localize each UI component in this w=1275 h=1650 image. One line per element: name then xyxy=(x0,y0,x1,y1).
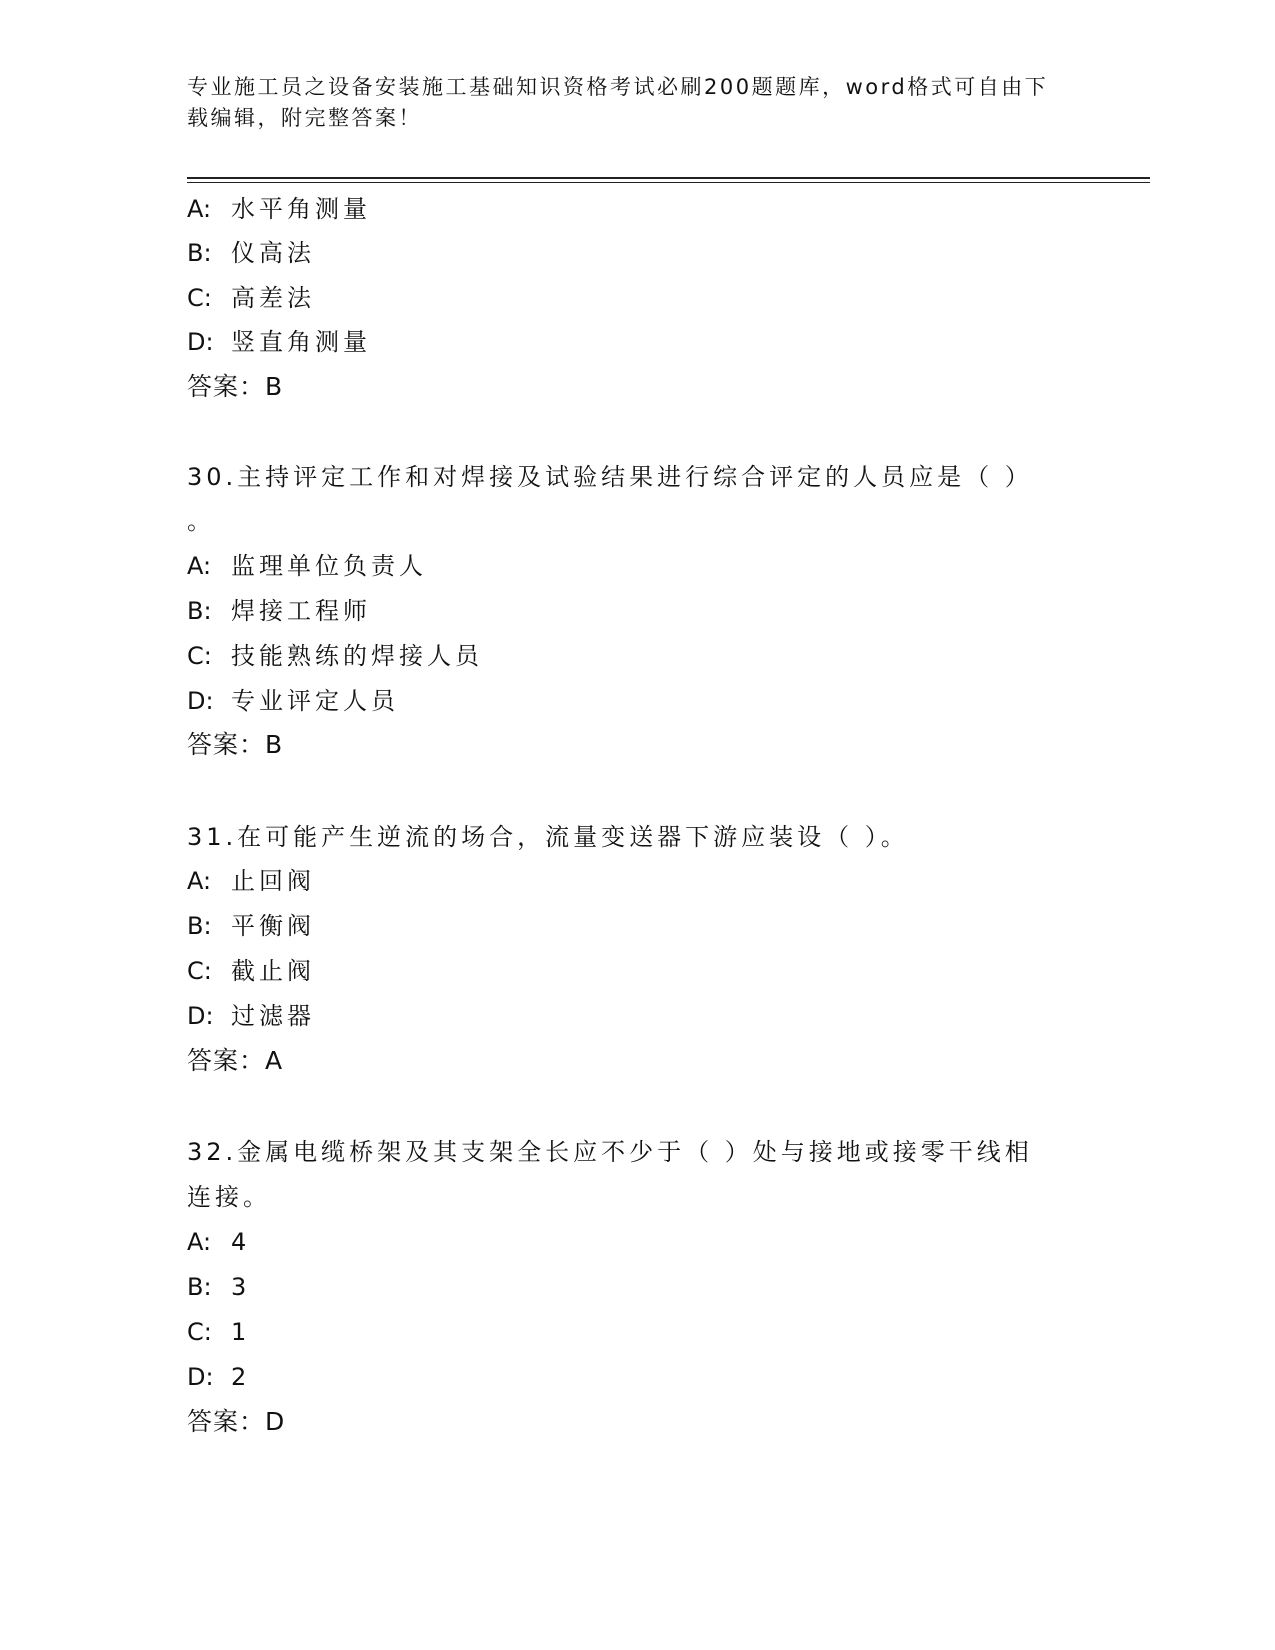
q30-option-d xyxy=(187,686,399,716)
q31-option-c xyxy=(187,956,315,986)
option-text: 截止阀 xyxy=(231,957,315,985)
option-text: 高差法 xyxy=(231,284,315,312)
q32-answer: 答案：D xyxy=(187,1407,286,1436)
q32-question: 32.金属电缆桥架及其支架全长应不少于（ ）处与接地或接零干线相 xyxy=(187,1138,1033,1166)
q29-option-b xyxy=(187,238,315,268)
q31-answer: 答案：A xyxy=(187,1046,284,1075)
q31-option-a xyxy=(187,866,315,896)
q29-answer: 答案：B xyxy=(187,372,284,401)
option-label: C: xyxy=(187,957,212,985)
option-text: 监理单位负责人 xyxy=(231,552,427,580)
option-text: 竖直角测量 xyxy=(231,328,371,356)
option-label: A: xyxy=(187,867,212,895)
option-label: D: xyxy=(187,1363,214,1391)
option-text: 止回阀 xyxy=(231,867,315,895)
header-divider-thin xyxy=(187,182,1150,183)
option-text: 水平角测量 xyxy=(231,195,371,223)
q31-option-b xyxy=(187,911,315,941)
q32-option-c xyxy=(187,1317,250,1347)
option-text: 1 xyxy=(231,1318,251,1346)
q30-option-b xyxy=(187,596,371,626)
option-text: 2 xyxy=(231,1363,251,1391)
option-text: 专业评定人员 xyxy=(231,687,399,715)
q29-option-a xyxy=(187,194,371,224)
q32-option-a xyxy=(187,1227,250,1257)
q29-option-d xyxy=(187,327,371,357)
option-text: 焊接工程师 xyxy=(231,597,371,625)
q30-question: 30.主持评定工作和对焊接及试验结果进行综合评定的人员应是（ ） xyxy=(187,463,1033,491)
option-label: B: xyxy=(187,239,212,267)
q29-option-c xyxy=(187,283,315,313)
option-label: D: xyxy=(187,687,214,715)
option-label: B: xyxy=(187,912,212,940)
q31-option-d xyxy=(187,1001,315,1031)
header-divider-thick xyxy=(187,177,1150,179)
q30-answer: 答案：B xyxy=(187,730,284,759)
q31-question: 31.在可能产生逆流的场合，流量变送器下游应装设（ ）。 xyxy=(187,823,909,851)
option-label: D: xyxy=(187,1002,214,1030)
option-label: B: xyxy=(187,1273,212,1301)
q32-option-b xyxy=(187,1272,250,1302)
option-label: D: xyxy=(187,328,214,356)
q32-option-d xyxy=(187,1362,250,1392)
document-header: 专业施工员之设备安装施工基础知识资格考试必刷200题题库，word格式可自由下载编辑，附完整答案！ xyxy=(187,75,1049,130)
option-label: B: xyxy=(187,597,212,625)
option-text: 平衡阀 xyxy=(231,912,315,940)
option-text: 4 xyxy=(231,1228,251,1256)
q30-question-tail: 。 xyxy=(187,507,215,535)
q30-option-c xyxy=(187,641,483,671)
option-label: A: xyxy=(187,552,212,580)
q30-option-a xyxy=(187,551,427,581)
option-text: 3 xyxy=(231,1273,251,1301)
option-label: C: xyxy=(187,642,212,670)
option-text: 过滤器 xyxy=(231,1002,315,1030)
option-text: 仪高法 xyxy=(231,239,315,267)
option-label: C: xyxy=(187,1318,212,1346)
option-text: 技能熟练的焊接人员 xyxy=(231,642,483,670)
option-label: A: xyxy=(187,1228,212,1256)
q32-question-tail: 连接。 xyxy=(187,1183,271,1211)
option-label: C: xyxy=(187,284,212,312)
option-label: A: xyxy=(187,195,212,223)
